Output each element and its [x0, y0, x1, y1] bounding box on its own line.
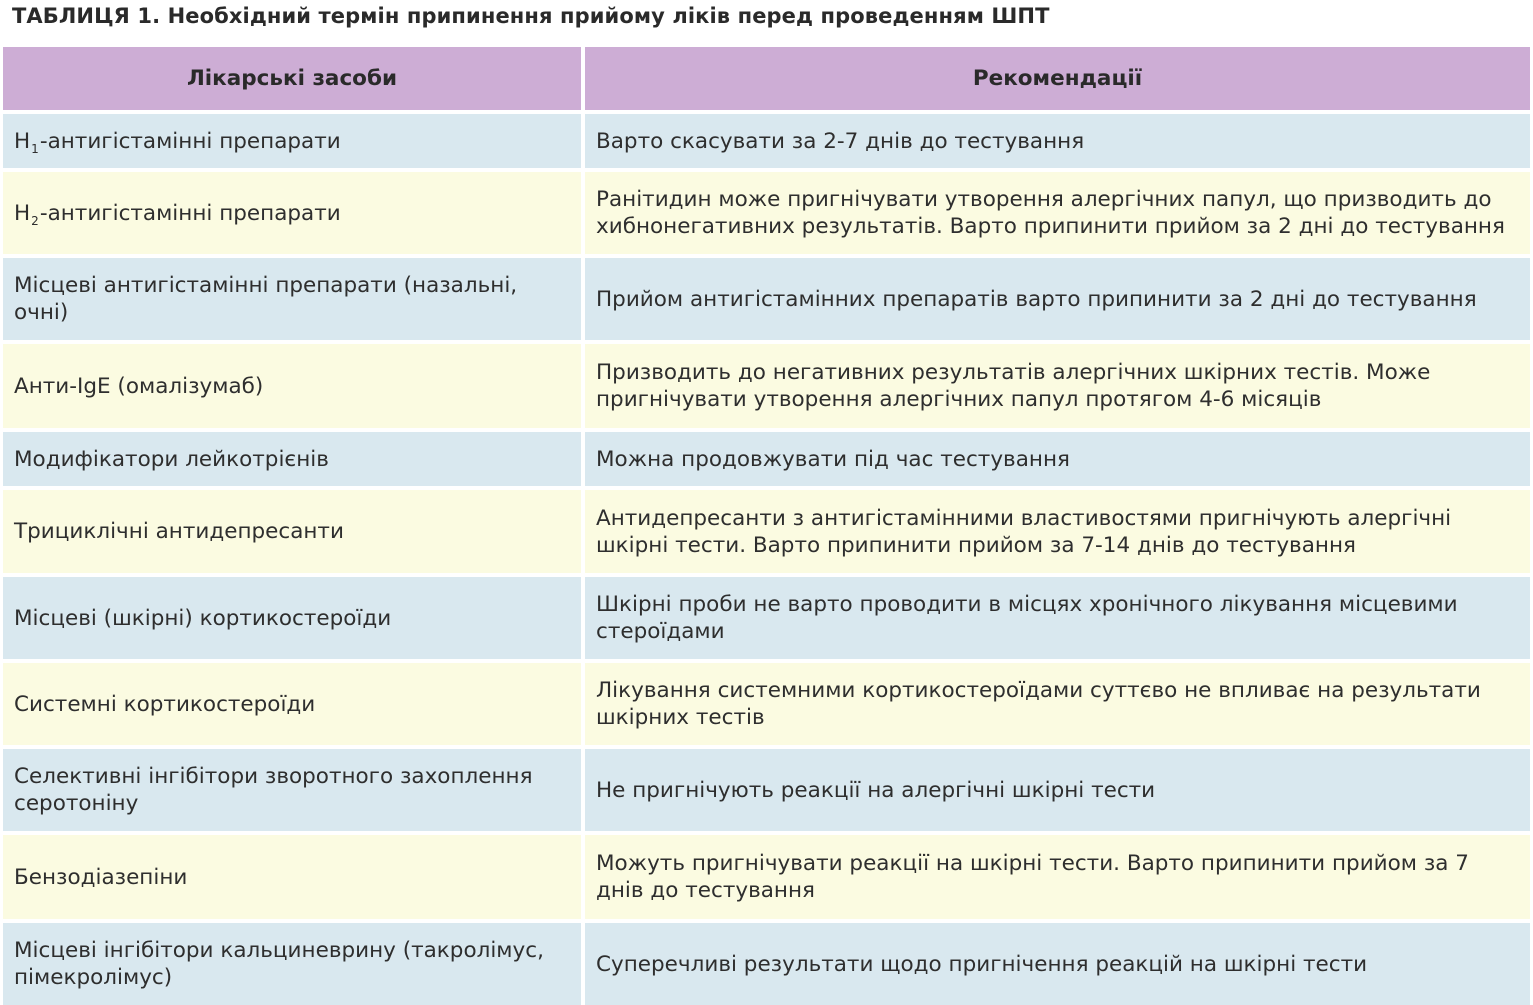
- table-row-drug-cell: Селективні інгібітори зворотного захоплення серотоніну: [3, 749, 581, 831]
- table-row-drug-cell: Бензодіазепіни: [3, 835, 581, 919]
- table-row-recommendation-cell: Призводить до негативних результатів алергічних шкірних тестів. Може пригнічувати утворення алергічних папул протягом 4-6 місяців: [585, 344, 1530, 428]
- table-row-recommendation-cell: Антидепресанти з антигістамінними властивостями пригнічують алергічні шкірні тести. Варто припинити прийом за 7-14 днів до тестування: [585, 490, 1530, 573]
- table-row-drug-cell: Модифікатори лейкотрієнів: [3, 432, 581, 486]
- table-row-recommendation-cell: Варто скасувати за 2-7 днів до тестування: [585, 114, 1530, 168]
- table-row-drug-cell: Місцеві (шкірні) кортикостероїди: [3, 577, 581, 659]
- table-row-recommendation-cell: Суперечливі результати щодо пригнічення реакцій на шкірні тести: [585, 923, 1530, 1005]
- table-row-drug-cell: [3, 114, 581, 168]
- table-row-drug-cell: Трициклічні антидепресанти: [3, 490, 581, 573]
- table-title: ТАБЛИЦЯ 1. Необхідний термін припинення прийому ліків перед проведенням ШПТ: [12, 4, 1050, 28]
- table-row-recommendation-cell: Ранітидин може пригнічувати утворення алергічних папул, що призводить до хибнонегативних результатів. Варто припинити прийом за 2 дні до тестування: [585, 172, 1530, 254]
- table-row-recommendation-cell: Шкірні проби не варто проводити в місцях хронічного лікування місцевими стероїдами: [585, 577, 1530, 659]
- medication-table: [3, 47, 1530, 1005]
- drug-name: $H_2$-антигістамінні препарати: [14, 200, 341, 228]
- drug-name: $H_1$-антигістамінні препарати: [14, 128, 341, 156]
- table-row-drug-cell: Місцеві антигістамінні препарати (назальні, очні): [3, 258, 581, 340]
- column-header-recommendations: Рекомендації: [585, 47, 1530, 110]
- table-row-recommendation-cell: Лікування системними кортикостероїдами суттєво не впливає на результати шкірних тестів: [585, 663, 1530, 745]
- column-header-drugs: Лікарські засоби: [3, 47, 581, 110]
- table-row-drug-cell: [3, 172, 581, 254]
- table-row-drug-cell: Анти-IgE (омалізумаб): [3, 344, 581, 428]
- table-row-recommendation-cell: Не пригнічують реакції на алергічні шкірні тести: [585, 749, 1530, 831]
- table-row-recommendation-cell: Прийом антигістамінних препаратів варто припинити за 2 дні до тестування: [585, 258, 1530, 340]
- table-row-recommendation-cell: Можуть пригнічувати реакції на шкірні тести. Варто припинити прийом за 7 днів до тестування: [585, 835, 1530, 919]
- table-row-drug-cell: Місцеві інгібітори кальциневрину (такролімус, пімекролімус): [3, 923, 581, 1005]
- table-row-drug-cell: Системні кортикостероїди: [3, 663, 581, 745]
- table-row-recommendation-cell: Можна продовжувати під час тестування: [585, 432, 1530, 486]
